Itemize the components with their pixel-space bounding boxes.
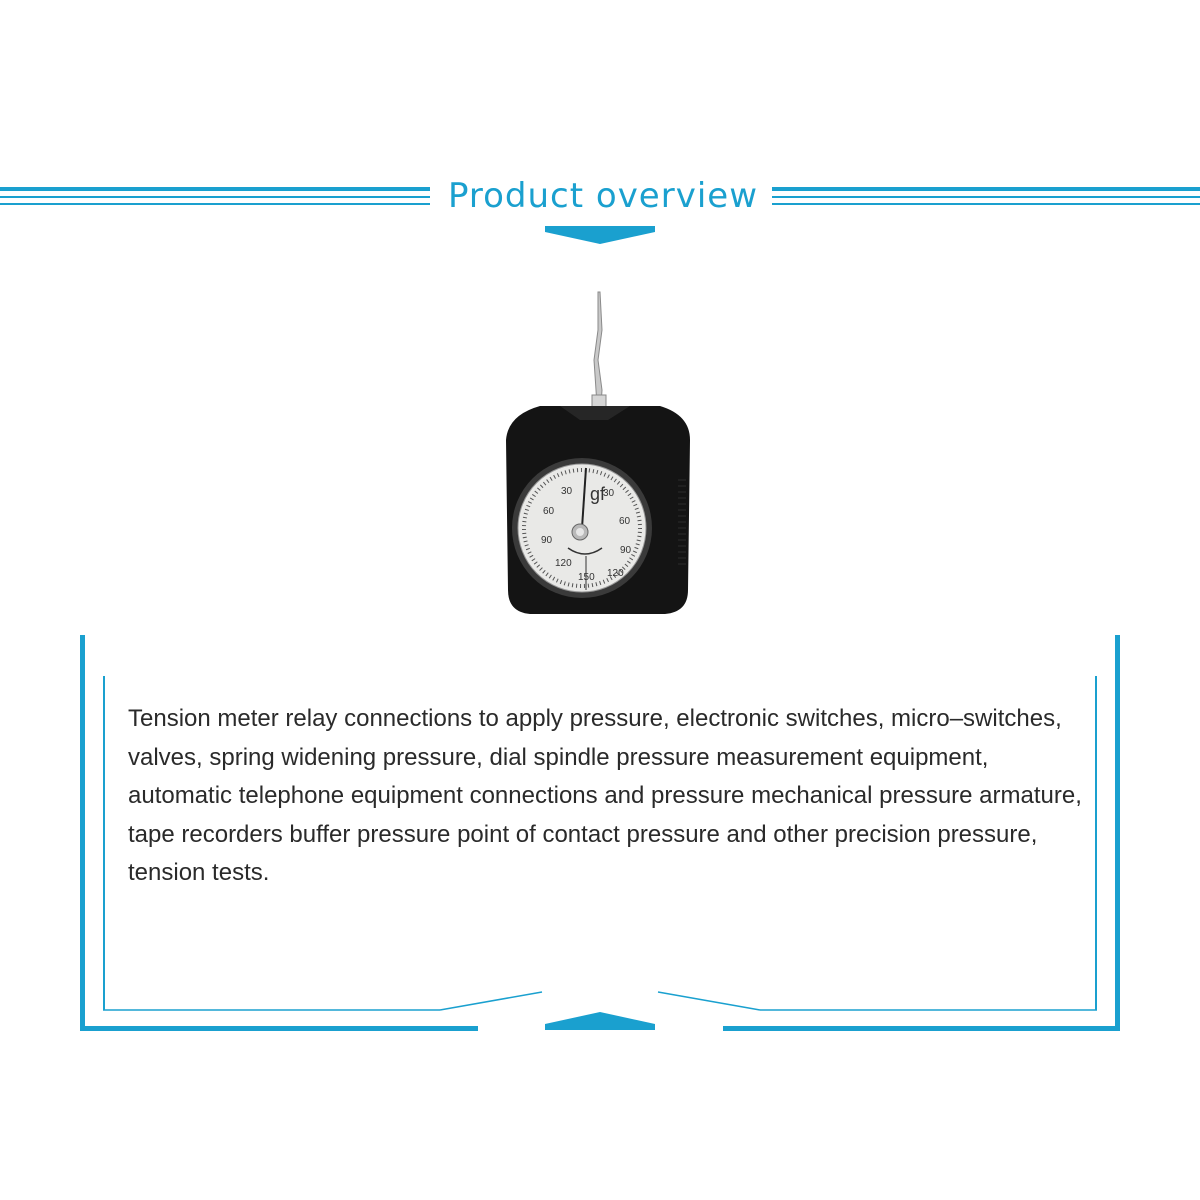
right-scale-2: 60	[619, 516, 631, 527]
header-left-lines	[0, 187, 430, 205]
left-scale-1: 30	[561, 486, 573, 497]
up-arrow-icon	[545, 1012, 655, 1030]
down-arrow-icon	[545, 226, 655, 244]
left-scale-2: 60	[543, 506, 555, 517]
left-scale-3: 90	[541, 535, 553, 546]
section-title: Product overview	[447, 176, 758, 216]
right-scale-4: 120	[607, 568, 624, 579]
tension-gauge-image	[506, 292, 690, 614]
header-right-lines	[772, 187, 1200, 205]
bottom-scale: 150	[578, 572, 595, 583]
right-scale-3: 90	[620, 545, 632, 556]
left-scale-4: 120	[555, 558, 572, 569]
product-description: Tension meter relay connections to apply pressure, electronic switches, micro–switches, valves, spring widening pressure, dial spindle pressure measurement equipment, automatic telephone equipment connections and pressure mechanical pressure armature, tape recorders buffer pressure point of contact pressure and other precision pressure, tension tests.	[128, 705, 1082, 886]
dial-unit: gf	[590, 484, 606, 504]
right-scale-1: 30	[603, 488, 615, 499]
